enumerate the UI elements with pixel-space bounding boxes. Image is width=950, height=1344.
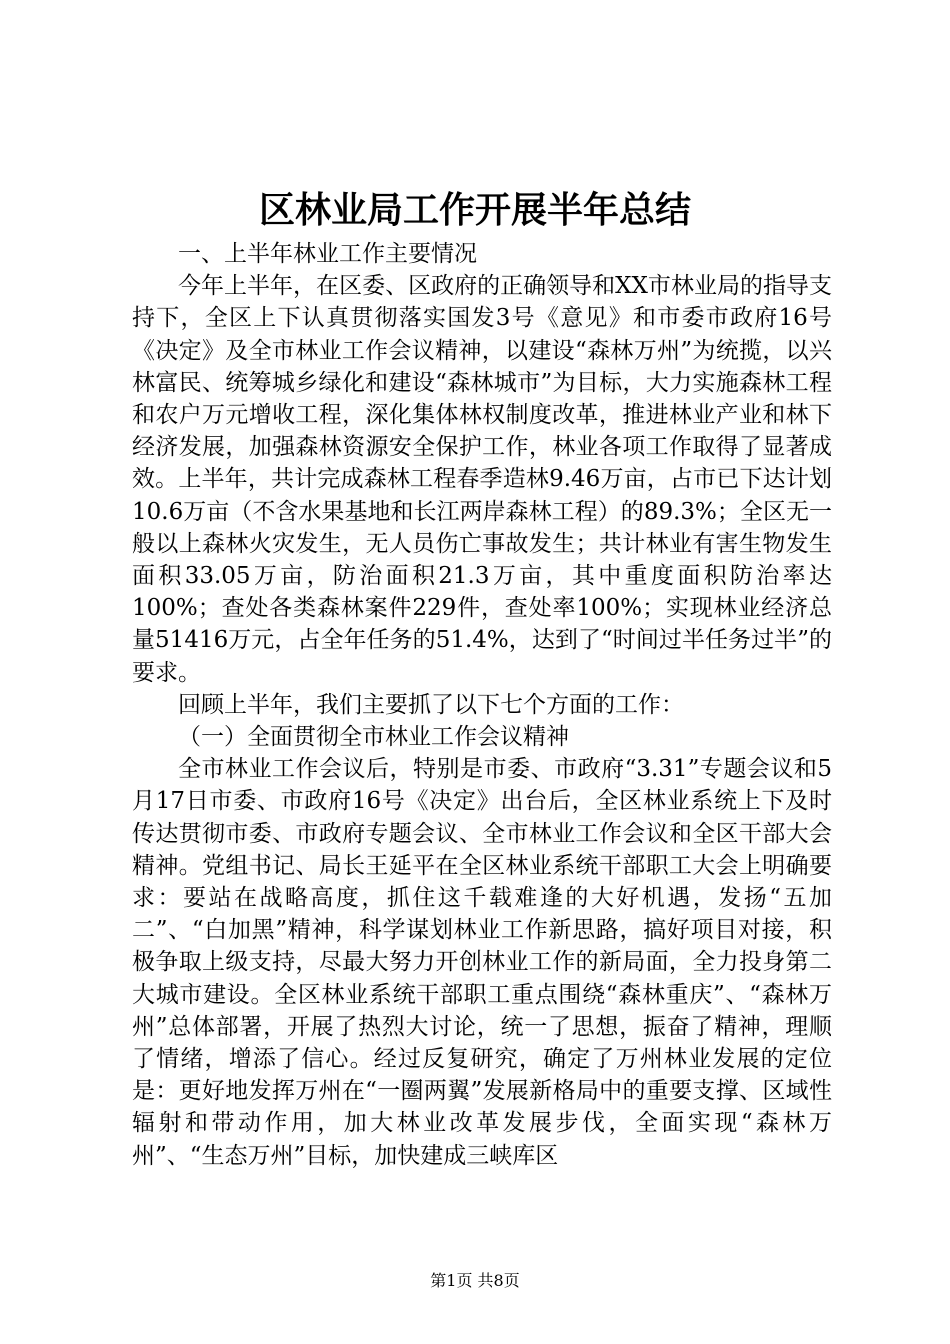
page-number-footer: 第1页 共8页 [430,1271,520,1290]
paragraph: 全市林业工作会议后，特别是市委、市政府“3.31”专题会议和5月17日市委、市政府16号《决定》出台后，全区林业系统上下及时传达贯彻市委、市政府专题会议、全市林业工作会议和全区干部大会精神。党组书记、局长王延平在全区林业系统干部职工大会上明确要求：要站在战略高度，抓住这千载难逢的大好机遇，发扬“五加二”、“白加黑”精神，科学谋划林业工作新思路，搞好项目对接，积极争取上级支持，尽最大努力开创林业工作的新局面，全力投身第二大城市建设。全区林业系统干部职工重点围绕“森林重庆”、“森林万州”总体部署，开展了热烈大讨论，统一了思想，振奋了精神，理顺了情绪，增添了信心。经过反复研究，确定了万州林业发展的定位是：更好地发挥万州在“一圈两翼”发展新格局中的重要支撑、区域性辐射和带动作用，加大林业改革发展步伐，全面实现“森林万州”、“生态万州”目标，加快建成三峡库区 [132,756,832,1169]
subsection-heading: （一）全面贯彻全市林业工作会议精神 [178,724,569,751]
paragraph: 回顾上半年，我们主要抓了以下七个方面的工作： [178,691,684,718]
section-heading: 一、上半年林业工作主要情况 [178,241,477,267]
paragraph: 今年上半年，在区委、区政府的正确领导和XX市林业局的指导支持下，全区上下认真贯彻落实国发3号《意见》和市委市政府16号《决定》及全市林业工作会议精神，以建设“森林万州”为统揽，以兴林富民、统筹城乡绿化和建设“森林城市”为目标，大力实施森林工程和农户万元增收工程，深化集体林权制度改革，推进林业产业和林下经济发展，加强森林资源安全保护工作，林业各项工作取得了显著成效。上半年，共计完成森林工程春季造林9.46万亩，占市已下达计划10.6万亩（不含水果基地和长江两岸森林工程）的89.3%；全区无一般以上森林火灾发生，无人员伤亡事故发生；共计林业有害生物发生面积33.05万亩，防治面积21.3万亩，其中重度面积防治率达100%；查处各类森林案件229件，查处率100%；实现林业经济总量51416万元，占全年任务的51.4%，达到了“时间过半任务过半”的要求。 [132,273,832,686]
document-body [132,238,832,1172]
document-title: 区林业局工作开展半年总结 [258,189,691,231]
